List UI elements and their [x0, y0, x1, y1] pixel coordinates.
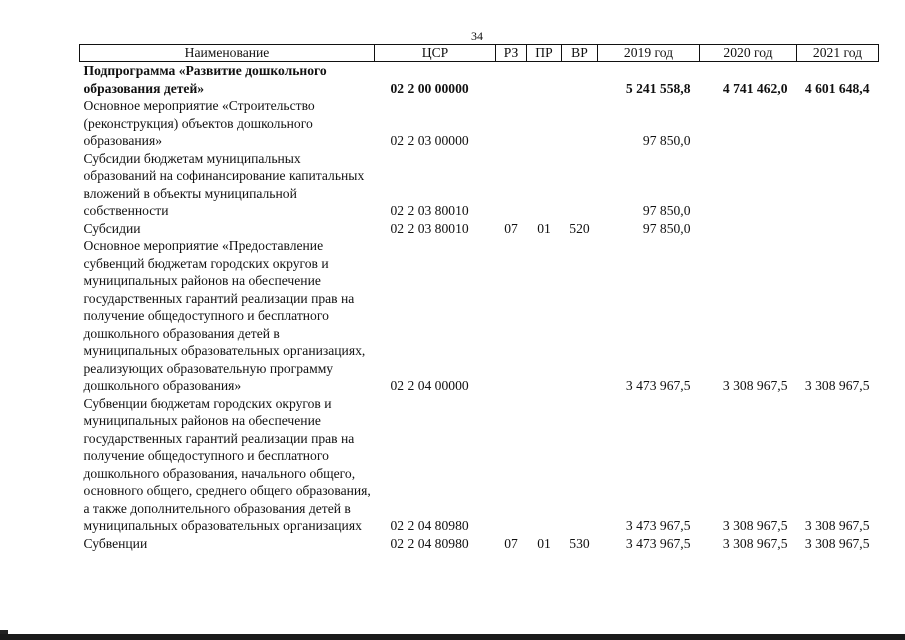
row-2021: [797, 97, 879, 150]
row-rz: [496, 395, 527, 535]
row-csr: 02 2 03 80010: [390, 203, 469, 218]
row-2020: 3 308 967,5: [722, 518, 788, 533]
header-pr: ПР: [527, 45, 562, 62]
row-vr: [562, 97, 598, 150]
row-2021: [797, 150, 879, 220]
table-row: [80, 220, 879, 238]
row-2021: 3 308 967,5: [804, 535, 870, 551]
row-rz: 07: [504, 220, 518, 236]
row-pr: 01: [537, 220, 551, 236]
row-2020: [700, 97, 797, 150]
header-name: Наименование: [80, 45, 375, 62]
row-rz: [496, 97, 527, 150]
row-csr: 02 2 03 00000: [390, 133, 469, 148]
row-2021: [797, 220, 879, 238]
row-2019: 97 850,0: [642, 133, 691, 148]
row-vr: 520: [569, 220, 590, 236]
header-vr: ВР: [562, 45, 598, 62]
row-2021: 4 601 648,4: [804, 80, 870, 96]
row-pr: 01: [537, 535, 551, 551]
header-2020: 2020 год: [700, 45, 797, 62]
row-rz: 07: [504, 535, 518, 551]
row-name: Субвенции бюджетам городских округов и муниципальных районов на обеспечение государственных гарантий реализации прав на получение общедоступного и бесплатного дошкольного образования, начального общего, основного общего, среднего общего образования, а также дополнительного образования детей в муниципальных образовательных организациях: [83, 395, 371, 533]
table-row: [80, 535, 879, 553]
table-row: [80, 62, 879, 98]
row-2019: 97 850,0: [642, 203, 691, 218]
scan-edge-bottom: [0, 634, 905, 640]
row-name: Субсидии: [83, 220, 141, 236]
row-2019: 3 473 967,5: [625, 518, 691, 533]
row-rz: [496, 150, 527, 220]
row-csr: 02 2 04 80980: [390, 518, 469, 533]
table-row: [80, 395, 879, 535]
row-2019: 3 473 967,5: [625, 535, 691, 551]
row-2019: 3 473 967,5: [625, 378, 691, 393]
table-row: [80, 97, 879, 150]
row-vr: [562, 62, 598, 98]
row-csr: 02 2 03 80010: [390, 220, 469, 236]
row-pr: [527, 62, 562, 98]
row-vr: [562, 150, 598, 220]
row-vr: 530: [569, 535, 590, 551]
row-2021: 3 308 967,5: [804, 378, 870, 393]
row-2019: 5 241 558,8: [625, 80, 691, 96]
row-name: Субвенции: [83, 535, 148, 551]
row-pr: [527, 237, 562, 395]
row-rz: [496, 237, 527, 395]
row-name: Субсидии бюджетам муниципальных образований на софинансирование капитальных вложений в объекты муниципальной собственности: [83, 150, 365, 218]
row-name: Подпрограмма «Развитие дошкольного образования детей»: [83, 63, 327, 96]
row-2020: 3 308 967,5: [722, 535, 788, 551]
header-2021: 2021 год: [797, 45, 879, 62]
row-2020: 3 308 967,5: [722, 378, 788, 393]
row-2021: 3 308 967,5: [804, 518, 870, 533]
row-pr: [527, 97, 562, 150]
row-name: Основное мероприятие «Строительство (реконструкция) объектов дошкольного образования»: [83, 98, 315, 148]
row-pr: [527, 150, 562, 220]
row-2020: [700, 220, 797, 238]
header-2019: 2019 год: [598, 45, 700, 62]
row-pr: [527, 395, 562, 535]
table-row: [80, 150, 879, 220]
row-vr: [562, 237, 598, 395]
table-row: [80, 237, 879, 395]
budget-table: [79, 44, 879, 552]
row-name: Основное мероприятие «Предоставление субвенций бюджетам городских округов и муниципальных районов на обеспечение государственных гарантий реализации прав на получение общедоступного и бесплатного дошкольного образования детей в муниципальных образовательных организациях, реализующих образовательную программу дошкольного образования»: [83, 238, 366, 393]
header-csr: ЦСР: [375, 45, 496, 62]
row-vr: [562, 395, 598, 535]
page-number: 34: [471, 29, 483, 43]
header-rz: РЗ: [496, 45, 527, 62]
row-csr: 02 2 04 80980: [390, 535, 469, 551]
row-2019: 97 850,0: [642, 220, 691, 236]
row-csr: 02 2 04 00000: [390, 378, 469, 393]
row-rz: [496, 62, 527, 98]
table-header-row: [80, 45, 879, 62]
row-2020: 4 741 462,0: [722, 80, 788, 96]
row-csr: 02 2 00 00000: [390, 80, 469, 96]
row-2020: [700, 150, 797, 220]
